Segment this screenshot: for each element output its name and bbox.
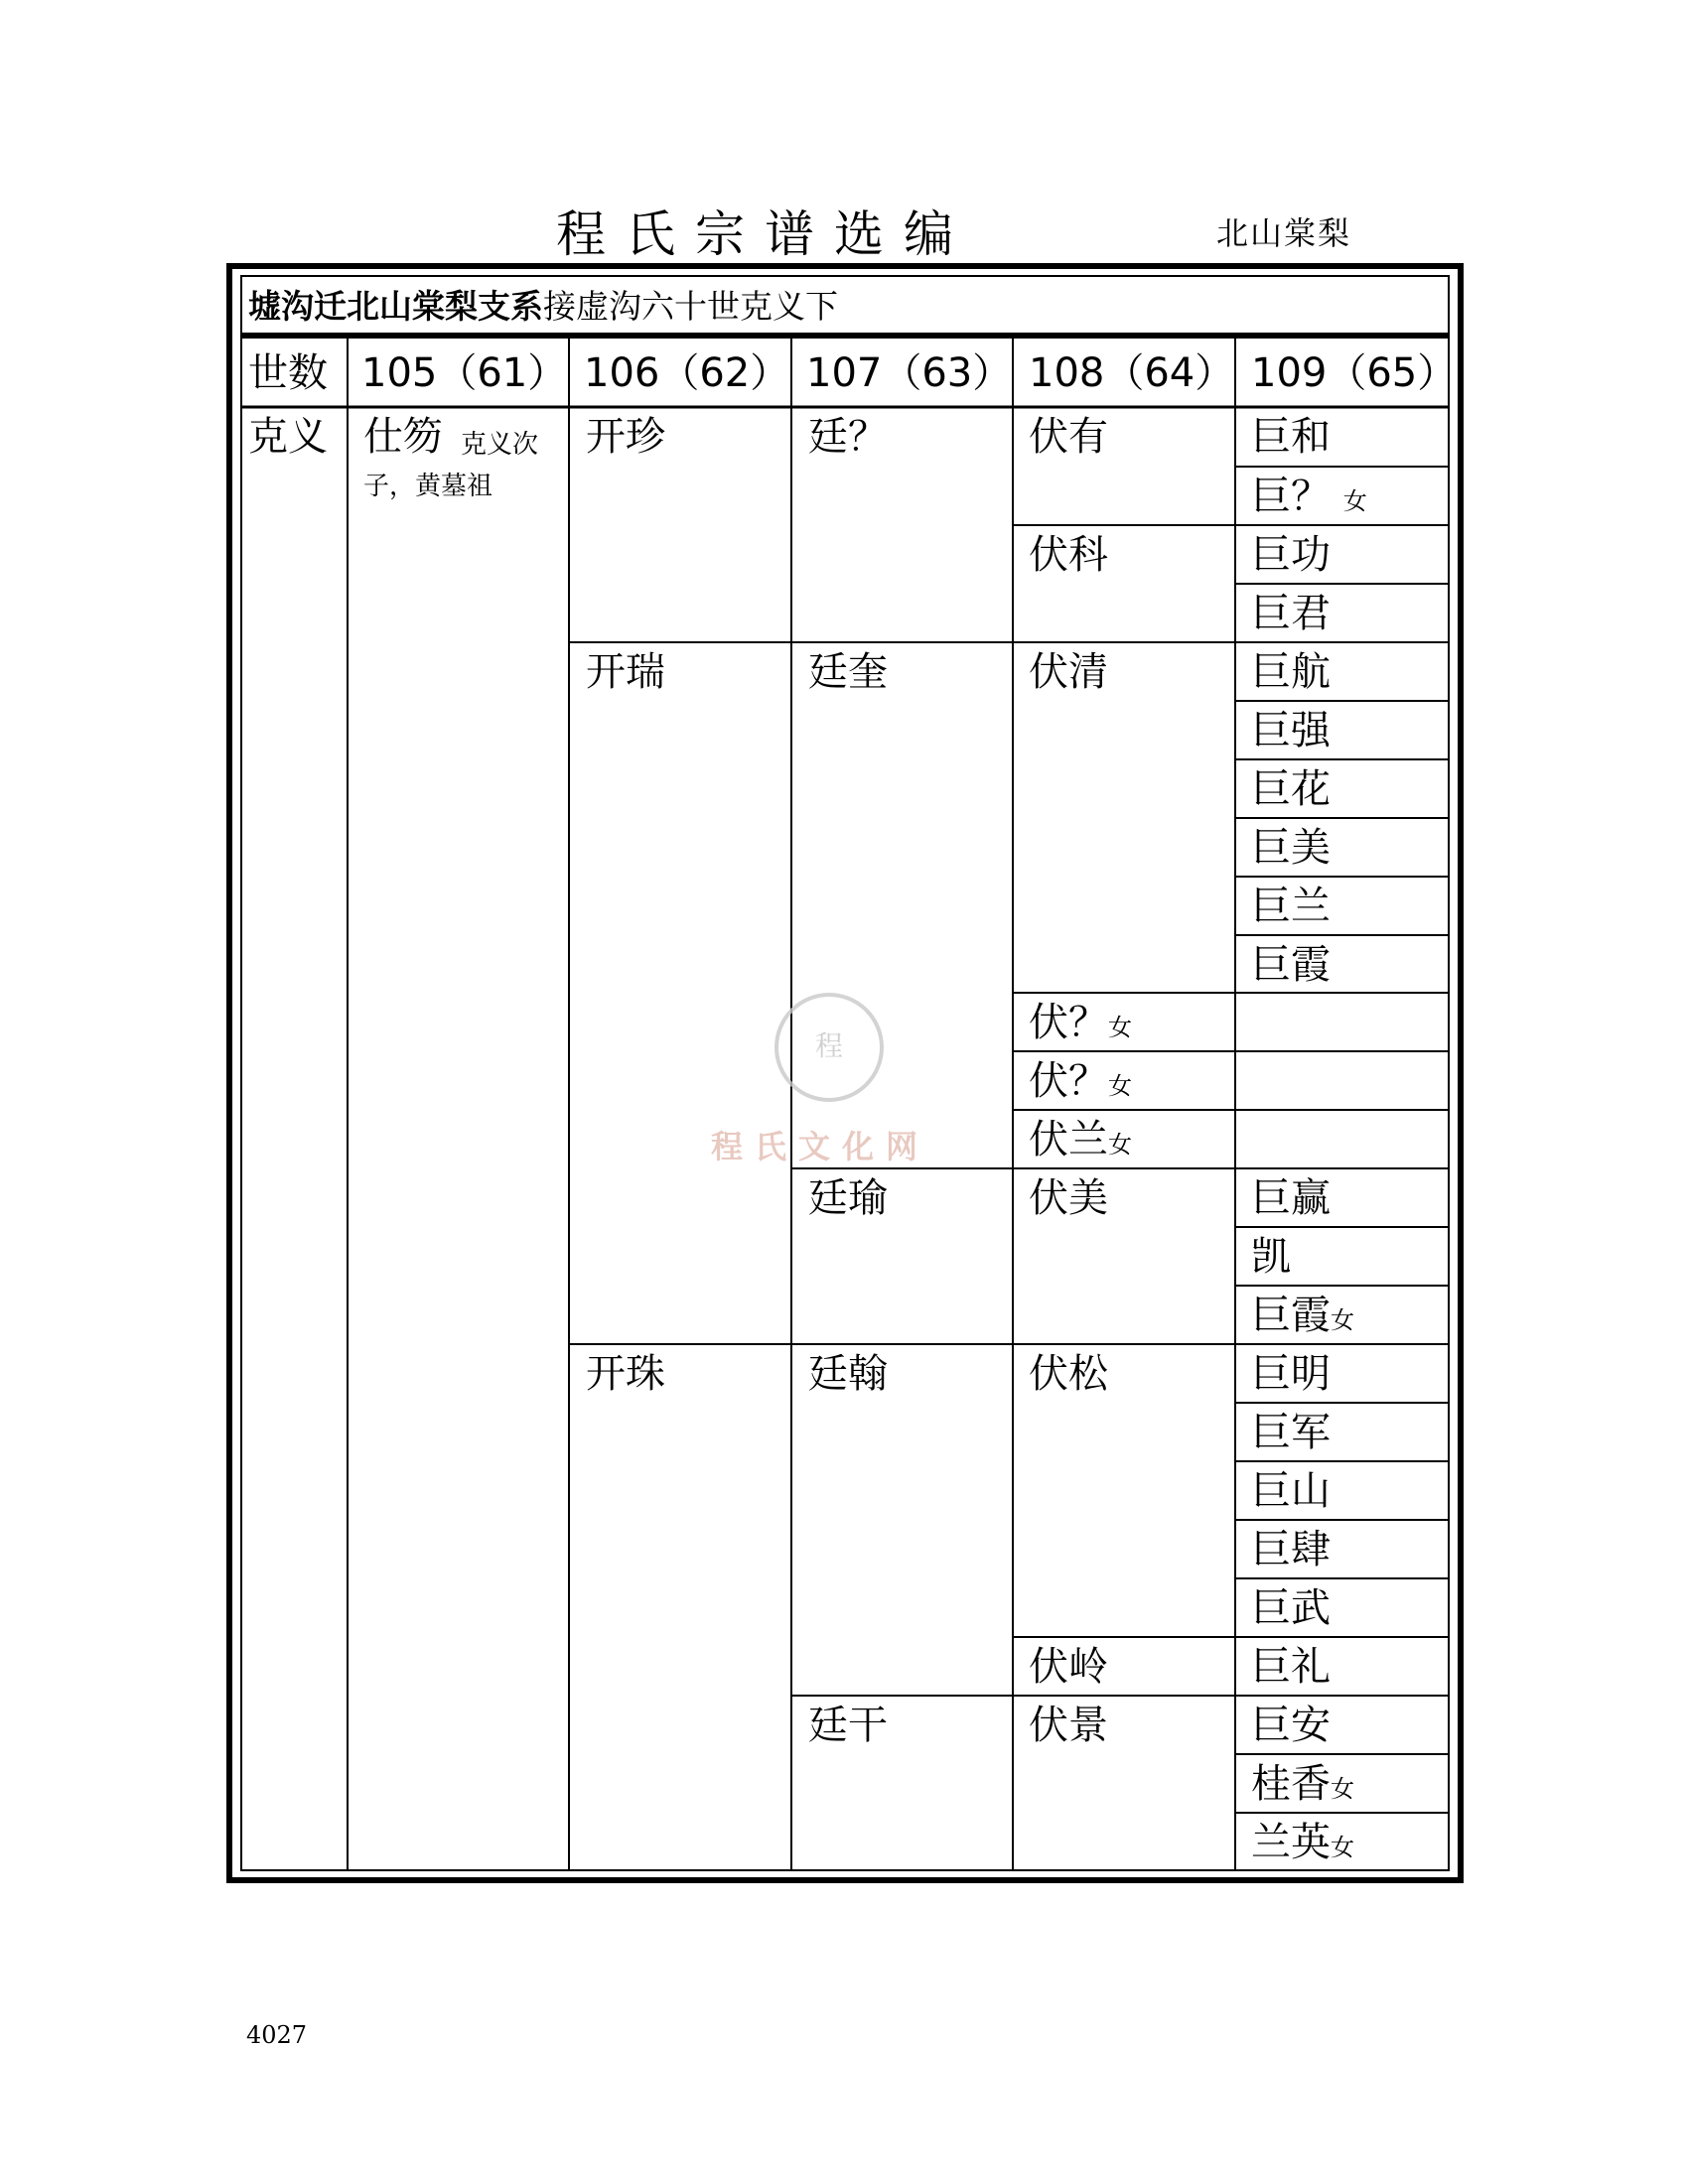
gen108-name: 伏景 [1029,1703,1108,1748]
gen109-name: 巨功 [1251,532,1331,578]
gen106-name: 开瑞 [586,649,665,695]
gen109-name: 巨君 [1251,591,1331,636]
gen108-name: 伏？女 [1029,1000,1132,1045]
gen108-name: 伏科 [1029,532,1108,578]
gen107-name: 廷瑜 [808,1175,888,1221]
gen109-name: 巨兰 [1251,884,1331,929]
page-number: 4027 [246,2021,308,2049]
gen108-name: 伏美 [1029,1175,1108,1221]
watermark-seal: 程 [774,993,884,1102]
header-gen-105: 105（61） [361,350,568,396]
header-generation: 世数 [248,350,328,396]
gen109-name: 巨霞 [1251,942,1331,988]
gen109-name: 巨霞女 [1251,1293,1354,1338]
gen109-name: 巨安 [1251,1703,1331,1748]
gen109-name: 巨美 [1251,825,1331,871]
gen106-name: 开珠 [586,1351,665,1397]
gen109-name: 桂香女 [1251,1761,1354,1807]
banner-lineage-note: 接虚沟六十世克义下 [543,286,838,326]
gen107-name: 廷翰 [808,1351,888,1397]
gen109-name: 巨礼 [1251,1644,1331,1690]
gen107-name: 廷奎 [808,649,888,695]
gen108-name: 伏岭 [1029,1644,1108,1690]
gen109-name: 巨花 [1251,766,1331,812]
gen106-name: 开珍 [586,414,665,460]
watermark-text: 程氏文化网 [711,1128,930,1165]
gen109-name: 巨航 [1251,649,1331,695]
gen105-note-line2: 子，黄墓祖 [363,472,493,501]
gen109-name: 巨肆 [1251,1527,1331,1572]
gen107-name: 廷干 [808,1703,888,1748]
gen108-name: 伏松 [1029,1351,1108,1397]
gen109-name: 巨？ 女 [1251,474,1367,519]
gen108-name: 伏？女 [1029,1058,1132,1104]
page-subtitle: 北山棠梨 [1216,214,1352,252]
header-gen-108: 108（64） [1029,350,1235,396]
header-gen-109: 109（65） [1251,350,1458,396]
banner-branch-name: 墟沟迁北山棠梨支系 [248,286,543,326]
gen107-name: 廷？ [808,414,888,460]
gen109-name: 巨强 [1251,708,1331,753]
page-title: 程氏宗谱选编 [556,205,973,263]
gen109-name: 巨和 [1251,414,1331,460]
gen109-name: 巨赢 [1251,1175,1331,1221]
gen109-name: 巨武 [1251,1585,1331,1631]
gen109-name: 凯 [1251,1234,1291,1280]
gen105-note-line1: 克义次 [461,430,539,460]
header-gen-107: 107（63） [806,350,1013,396]
ancestor-name: 克义 [248,414,328,460]
gen109-name: 兰英女 [1251,1820,1354,1865]
gen108-name: 伏有 [1029,414,1108,460]
gen108-name: 伏清 [1029,649,1108,695]
gen105-name: 仕笏 [363,414,443,460]
gen109-name: 巨山 [1251,1468,1331,1514]
gen109-name: 巨明 [1251,1351,1331,1397]
header-gen-106: 106（62） [584,350,790,396]
gen109-name: 巨军 [1251,1410,1331,1455]
gen108-name: 伏兰女 [1029,1117,1132,1162]
